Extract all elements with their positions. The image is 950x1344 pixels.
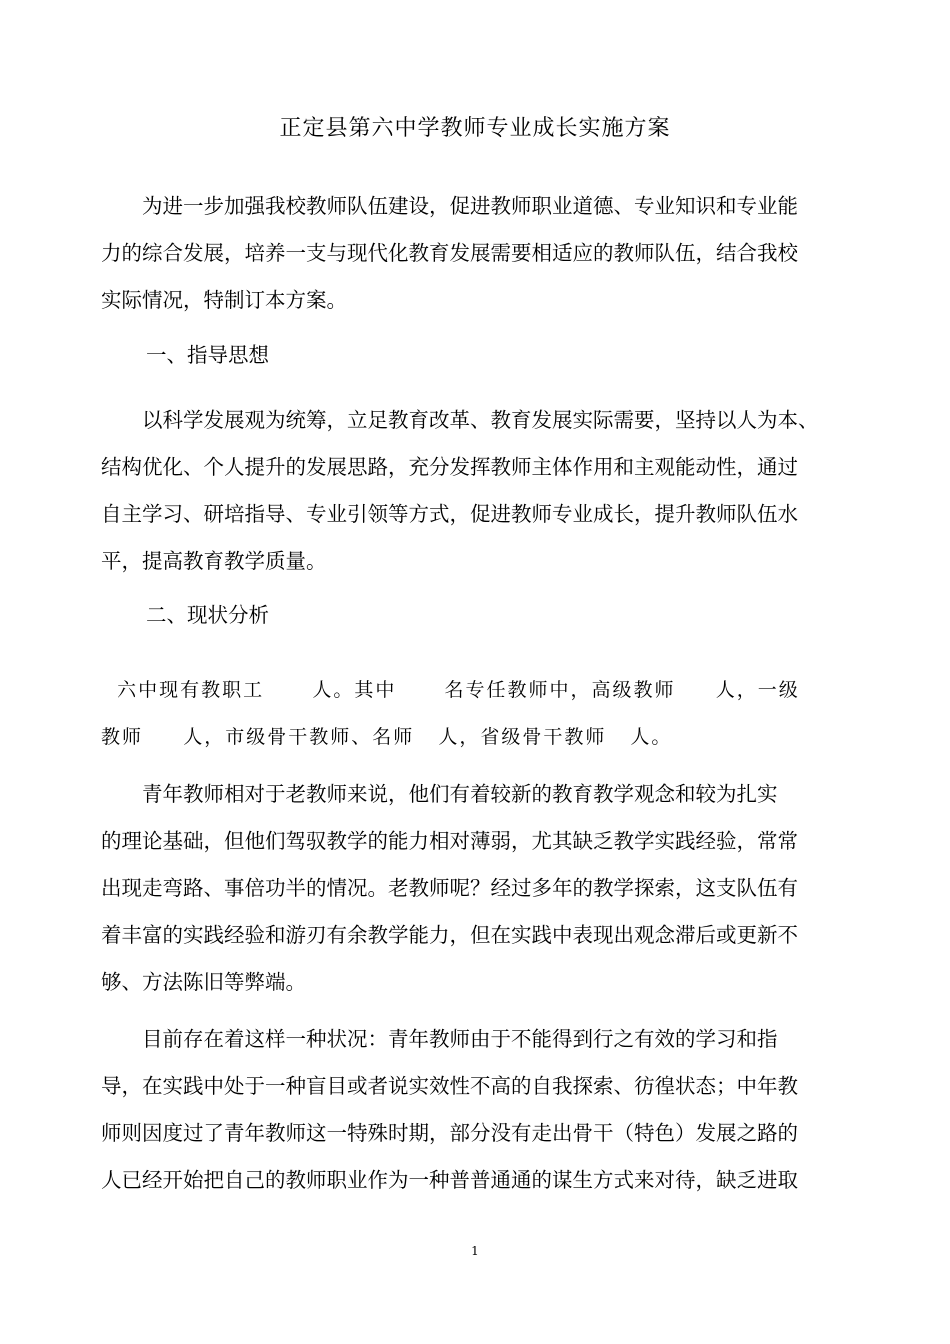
paragraph-line: 导，在实践中处于一种盲目或者说实效性不高的自我探索、彷徨状态；中年教	[101, 1074, 798, 1098]
paragraph-line: 为进一步加强我校教师队伍建设，促进教师职业道德、专业知识和专业能	[101, 194, 798, 218]
document-title: 正定县第六中学教师专业成长实施方案	[279, 116, 671, 141]
paragraph-line: 教师 人，市级骨干教师、名师 人，省级骨干教师 人。	[101, 726, 673, 748]
section-heading-2: 二、现状分析	[146, 603, 269, 627]
paragraph-line: 平，提高教育教学质量。	[101, 549, 327, 573]
paragraph-line: 结构优化、个人提升的发展思路，充分发挥教师主体作用和主观能动性，通过	[101, 455, 798, 479]
paragraph-line: 人已经开始把自己的教师职业作为一种普普通通的谋生方式来对待，缺乏进取	[101, 1168, 798, 1192]
paragraph-line: 实际情况，特制订本方案。	[101, 288, 347, 312]
paragraph-line: 的理论基础，但他们驾驭教学的能力相对薄弱，尤其缺乏教学实践经验，常常	[101, 829, 798, 853]
paragraph-line: 青年教师相对于老教师来说，他们有着较新的教育教学观念和较为扎实	[101, 782, 778, 806]
section-heading-1: 一、指导思想	[146, 343, 269, 367]
paragraph-line: 六中现有教职工 人。其中 名专任教师中，高级教师 人，一级	[101, 679, 800, 701]
intro-paragraph	[101, 183, 851, 324]
paragraph-line: 自主学习、研培指导、专业引领等方式，促进教师专业成长，提升教师队伍水	[101, 502, 798, 526]
guiding-ideology-paragraph	[101, 397, 851, 585]
current-situation-paragraph	[101, 1016, 851, 1204]
paragraph-line: 出现走弯路、事倍功半的情况。老教师呢？经过多年的教学探索，这支队伍有	[101, 876, 798, 900]
paragraph-line: 目前存在着这样一种状况：青年教师由于不能得到行之有效的学习和指	[101, 1027, 778, 1051]
paragraph-line: 师则因度过了青年教师这一特殊时期，部分没有走出骨干（特色）发展之路的	[101, 1121, 798, 1145]
paragraph-line: 着丰富的实践经验和游刃有余教学能力，但在实践中表现出观念滞后或更新不	[101, 923, 798, 947]
teacher-comparison-paragraph	[101, 771, 851, 1006]
paragraph-line: 够、方法陈旧等弊端。	[101, 970, 306, 994]
page-number: 1	[471, 1244, 479, 1258]
paragraph-line: 以科学发展观为统筹，立足教育改革、教育发展实际需要，坚持以人为本、	[101, 408, 819, 432]
staff-statistics-paragraph	[101, 667, 851, 761]
paragraph-line: 力的综合发展，培养一支与现代化教育发展需要相适应的教师队伍，结合我校	[101, 241, 798, 265]
